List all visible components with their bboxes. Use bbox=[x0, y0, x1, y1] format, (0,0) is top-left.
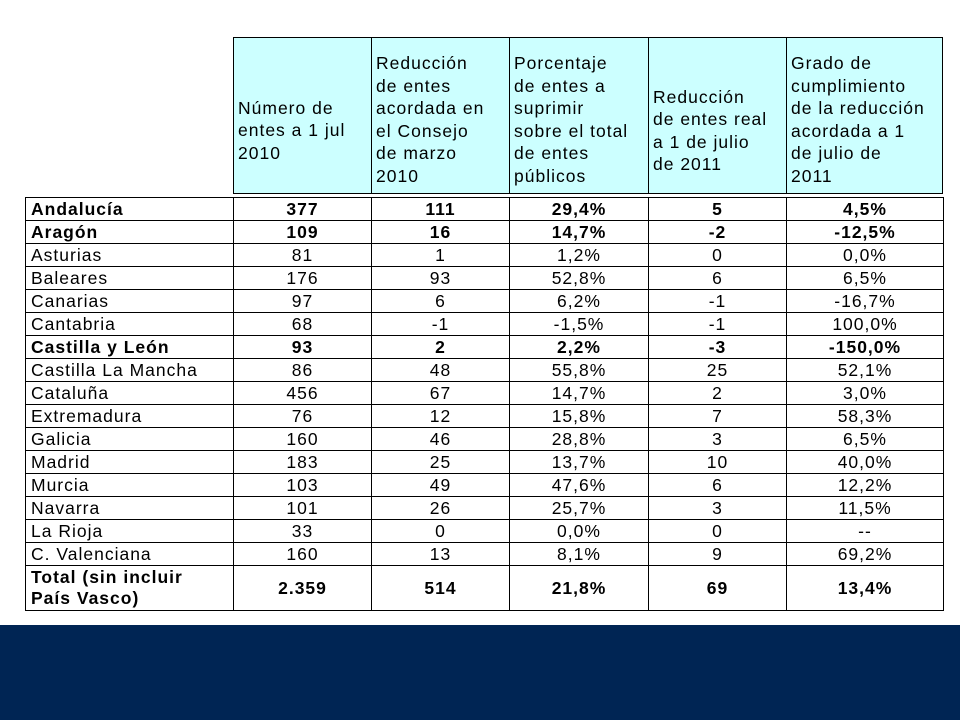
header-grado-cumplimiento-text: Grado de cumplimiento de la reducción acordada a 1 de julio de 2011 bbox=[791, 53, 925, 186]
cell-porcentaje: 6,2% bbox=[510, 290, 649, 313]
region-name: C. Valenciana bbox=[26, 543, 234, 566]
cell-porcentaje: 29,4% bbox=[510, 198, 649, 221]
region-name: Andalucía bbox=[26, 198, 234, 221]
cell-grado: -12,5% bbox=[787, 221, 944, 244]
cell-grado: 69,2% bbox=[787, 543, 944, 566]
total-reduccion: 514 bbox=[372, 566, 510, 611]
cell-reduccion: 1 bbox=[372, 244, 510, 267]
total-grado: 13,4% bbox=[787, 566, 944, 611]
total-n2010: 2.359 bbox=[234, 566, 372, 611]
cell-grado: 100,0% bbox=[787, 313, 944, 336]
cell-porcentaje: 47,6% bbox=[510, 474, 649, 497]
cell-real: 6 bbox=[649, 267, 787, 290]
cell-reduccion: 46 bbox=[372, 428, 510, 451]
cell-reduccion: 49 bbox=[372, 474, 510, 497]
table-row bbox=[26, 428, 944, 451]
cell-porcentaje: 8,1% bbox=[510, 543, 649, 566]
cell-reduccion: 12 bbox=[372, 405, 510, 428]
cell-porcentaje: 14,7% bbox=[510, 382, 649, 405]
region-name: Navarra bbox=[26, 497, 234, 520]
cell-reduccion: 6 bbox=[372, 290, 510, 313]
cell-real: -2 bbox=[649, 221, 787, 244]
cell-n2010: 456 bbox=[234, 382, 372, 405]
data-table bbox=[25, 197, 944, 611]
table-row bbox=[26, 198, 944, 221]
cell-reduccion: 111 bbox=[372, 198, 510, 221]
header-reduccion-real-text: Reducción de entes real a 1 de julio de 2011 bbox=[653, 86, 768, 174]
cell-real: 25 bbox=[649, 359, 787, 382]
cell-real: 0 bbox=[649, 244, 787, 267]
cell-porcentaje: 25,7% bbox=[510, 497, 649, 520]
cell-porcentaje: 28,8% bbox=[510, 428, 649, 451]
cell-porcentaje: -1,5% bbox=[510, 313, 649, 336]
cell-n2010: 76 bbox=[234, 405, 372, 428]
region-name: Castilla La Mancha bbox=[26, 359, 234, 382]
table-row bbox=[26, 313, 944, 336]
cell-reduccion: 13 bbox=[372, 543, 510, 566]
region-name: Castilla y León bbox=[26, 336, 234, 359]
cell-n2010: 97 bbox=[234, 290, 372, 313]
cell-reduccion: 67 bbox=[372, 382, 510, 405]
cell-real: 10 bbox=[649, 451, 787, 474]
cell-real: 3 bbox=[649, 497, 787, 520]
region-name: Baleares bbox=[26, 267, 234, 290]
cell-porcentaje: 0,0% bbox=[510, 520, 649, 543]
table-row bbox=[26, 543, 944, 566]
header-grado-cumplimiento bbox=[786, 37, 943, 194]
header-numero-entes-text: Número de entes a 1 jul 2010 bbox=[238, 97, 346, 163]
table-row bbox=[26, 382, 944, 405]
table-row bbox=[26, 405, 944, 428]
table-row bbox=[26, 336, 944, 359]
region-name: Aragón bbox=[26, 221, 234, 244]
cell-n2010: 109 bbox=[234, 221, 372, 244]
cell-n2010: 93 bbox=[234, 336, 372, 359]
header-porcentaje-text: Porcentaje de entes a suprimir sobre el total de entes públicos bbox=[514, 53, 629, 186]
cell-reduccion: -1 bbox=[372, 313, 510, 336]
cell-grado: 4,5% bbox=[787, 198, 944, 221]
total-row bbox=[26, 566, 944, 611]
cell-porcentaje: 2,2% bbox=[510, 336, 649, 359]
footer-band bbox=[0, 625, 960, 720]
cell-porcentaje: 15,8% bbox=[510, 405, 649, 428]
cell-n2010: 68 bbox=[234, 313, 372, 336]
cell-real: -1 bbox=[649, 313, 787, 336]
cell-grado: 6,5% bbox=[787, 267, 944, 290]
cell-reduccion: 2 bbox=[372, 336, 510, 359]
cell-reduccion: 48 bbox=[372, 359, 510, 382]
region-name: Extremadura bbox=[26, 405, 234, 428]
cell-real: -1 bbox=[649, 290, 787, 313]
cell-grado: -150,0% bbox=[787, 336, 944, 359]
table-row bbox=[26, 497, 944, 520]
table-row bbox=[26, 290, 944, 313]
region-name: Canarias bbox=[26, 290, 234, 313]
region-name: La Rioja bbox=[26, 520, 234, 543]
cell-grado: 3,0% bbox=[787, 382, 944, 405]
cell-grado: 0,0% bbox=[787, 244, 944, 267]
cell-real: -3 bbox=[649, 336, 787, 359]
table-row bbox=[26, 474, 944, 497]
region-name: Asturias bbox=[26, 244, 234, 267]
table-row bbox=[26, 359, 944, 382]
region-name: Galicia bbox=[26, 428, 234, 451]
cell-grado: 58,3% bbox=[787, 405, 944, 428]
cell-porcentaje: 14,7% bbox=[510, 221, 649, 244]
table-row bbox=[26, 267, 944, 290]
header-reduccion-acordada-text: Reducción de entes acordada en el Consejo de marzo 2010 bbox=[376, 53, 485, 186]
region-name: Madrid bbox=[26, 451, 234, 474]
total-porcentaje: 21,8% bbox=[510, 566, 649, 611]
cell-n2010: 176 bbox=[234, 267, 372, 290]
table-row bbox=[26, 520, 944, 543]
cell-real: 5 bbox=[649, 198, 787, 221]
cell-porcentaje: 13,7% bbox=[510, 451, 649, 474]
cell-real: 3 bbox=[649, 428, 787, 451]
cell-grado: -- bbox=[787, 520, 944, 543]
cell-n2010: 101 bbox=[234, 497, 372, 520]
cell-reduccion: 25 bbox=[372, 451, 510, 474]
cell-n2010: 160 bbox=[234, 428, 372, 451]
cell-grado: -16,7% bbox=[787, 290, 944, 313]
cell-reduccion: 0 bbox=[372, 520, 510, 543]
table-row bbox=[26, 244, 944, 267]
cell-reduccion: 16 bbox=[372, 221, 510, 244]
total-real: 69 bbox=[649, 566, 787, 611]
region-name: Murcia bbox=[26, 474, 234, 497]
cell-n2010: 377 bbox=[234, 198, 372, 221]
cell-n2010: 86 bbox=[234, 359, 372, 382]
header-porcentaje bbox=[509, 37, 649, 194]
cell-n2010: 160 bbox=[234, 543, 372, 566]
cell-real: 0 bbox=[649, 520, 787, 543]
header-reduccion-real bbox=[648, 37, 787, 194]
cell-grado: 6,5% bbox=[787, 428, 944, 451]
region-name: Cataluña bbox=[26, 382, 234, 405]
cell-grado: 11,5% bbox=[787, 497, 944, 520]
cell-real: 9 bbox=[649, 543, 787, 566]
cell-n2010: 33 bbox=[234, 520, 372, 543]
cell-real: 6 bbox=[649, 474, 787, 497]
region-name: Cantabria bbox=[26, 313, 234, 336]
cell-reduccion: 93 bbox=[372, 267, 510, 290]
cell-reduccion: 26 bbox=[372, 497, 510, 520]
cell-n2010: 183 bbox=[234, 451, 372, 474]
cell-grado: 12,2% bbox=[787, 474, 944, 497]
cell-porcentaje: 52,8% bbox=[510, 267, 649, 290]
cell-real: 7 bbox=[649, 405, 787, 428]
cell-n2010: 81 bbox=[234, 244, 372, 267]
cell-porcentaje: 1,2% bbox=[510, 244, 649, 267]
total-label: Total (sin incluir País Vasco) bbox=[26, 566, 234, 611]
cell-grado: 52,1% bbox=[787, 359, 944, 382]
cell-porcentaje: 55,8% bbox=[510, 359, 649, 382]
cell-n2010: 103 bbox=[234, 474, 372, 497]
table-row bbox=[26, 221, 944, 244]
table-row bbox=[26, 451, 944, 474]
cell-real: 2 bbox=[649, 382, 787, 405]
header-reduccion-acordada bbox=[371, 37, 510, 194]
cell-grado: 40,0% bbox=[787, 451, 944, 474]
header-numero-entes bbox=[233, 37, 372, 194]
